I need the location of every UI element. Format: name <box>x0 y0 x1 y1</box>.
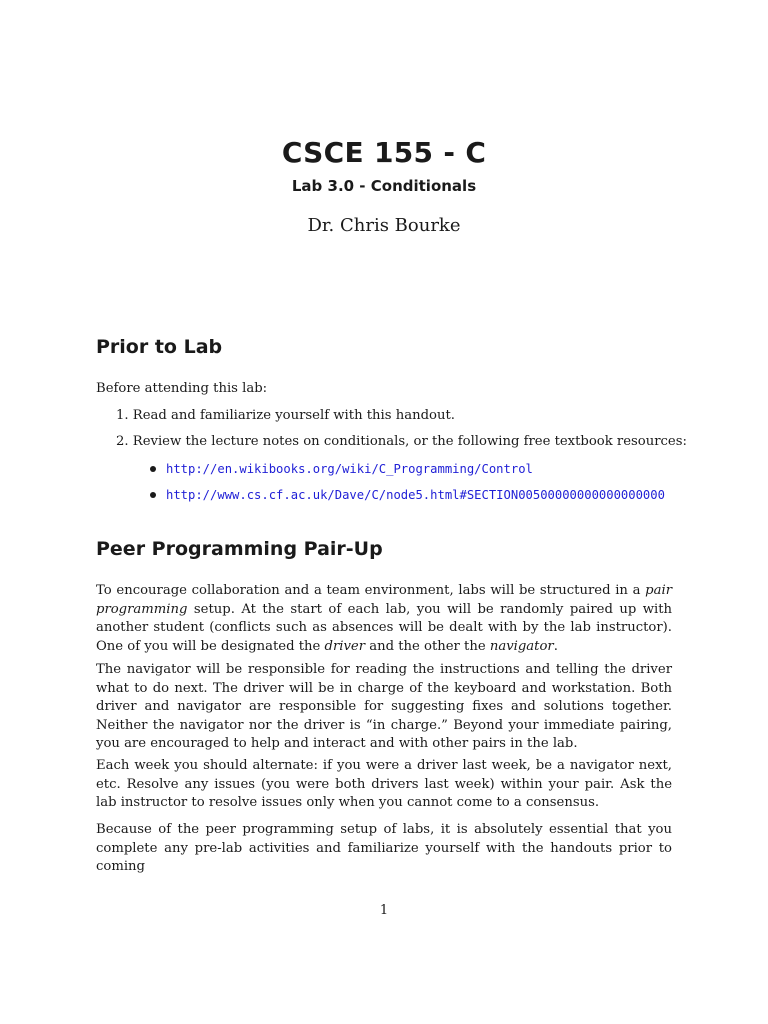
peer-p1-emphasis-navigator: navigator <box>489 638 554 654</box>
peer-paragraph-3: Each week you should alternate: if you were a driver last week, be a navigator next, etc. Resolve any issues (you were both drivers last week) within your pair. Ask the lab instructor to resolve issues only when you cannot come to a consensus. <box>96 758 672 811</box>
peer-p1-text-d: . <box>553 638 558 654</box>
document-author: Dr. Chris Bourke <box>307 215 461 236</box>
document-subtitle: Lab 3.0 - Conditionals <box>291 177 477 195</box>
prior-list-item-1: 1. Read and familiarize yourself with this handout. <box>116 408 455 423</box>
bullet-icon <box>150 492 156 498</box>
bullet-icon <box>150 466 156 472</box>
section-heading-prior-to-lab: Prior to Lab <box>96 336 223 358</box>
peer-p1-emphasis-pair-programming: pair programming <box>96 583 672 617</box>
document-title: CSCE 155 - C <box>281 136 487 169</box>
resource-bullet-2 <box>150 486 665 504</box>
peer-p1-text-a: To encourage collaboration and a team environment, labs will be structured in a <box>96 583 646 598</box>
resource-link-wikibooks[interactable]: http://en.wikibooks.org/wiki/C_Programming/Control <box>166 462 533 476</box>
prior-intro-text: Before attending this lab: <box>96 381 268 396</box>
peer-p1-text-b: setup. At the start of each lab, you will be randomly paired up with another student (conflicts such as absences will be dealt with by the lab instructor). One of you will be designated the <box>96 601 672 654</box>
peer-paragraph-1 <box>96 582 672 656</box>
section-heading-peer-programming: Peer Programming Pair-Up <box>96 538 383 560</box>
peer-paragraph-2: The navigator will be responsible for reading the instructions and telling the driver what to do next. The driver will be in charge of the keyboard and workstation. Both driver and navigator are responsible for suggesting fixes and solutions together. Neither the navigator nor the driver is “in charge.” Beyond your immediate pairing, you are encouraged to help and interact and with other pairs in the lab. <box>96 662 672 752</box>
peer-p1-text-c: and the other the <box>365 638 490 654</box>
peer-p1-emphasis-driver: driver <box>324 638 366 654</box>
resource-link-cardiff[interactable]: http://www.cs.cf.ac.uk/Dave/C/node5.html#SECTION00500000000000000000 <box>166 488 665 502</box>
peer-paragraph-4: Because of the peer programming setup of labs, it is absolutely essential that you complete any pre-lab activities and familiarize yourself with the handouts prior to coming <box>96 822 672 875</box>
resource-bullet-1 <box>150 460 533 478</box>
page-number: 1 <box>379 903 389 918</box>
prior-list-item-2: 2. Review the lecture notes on conditionals, or the following free textbook resources: <box>116 434 687 449</box>
